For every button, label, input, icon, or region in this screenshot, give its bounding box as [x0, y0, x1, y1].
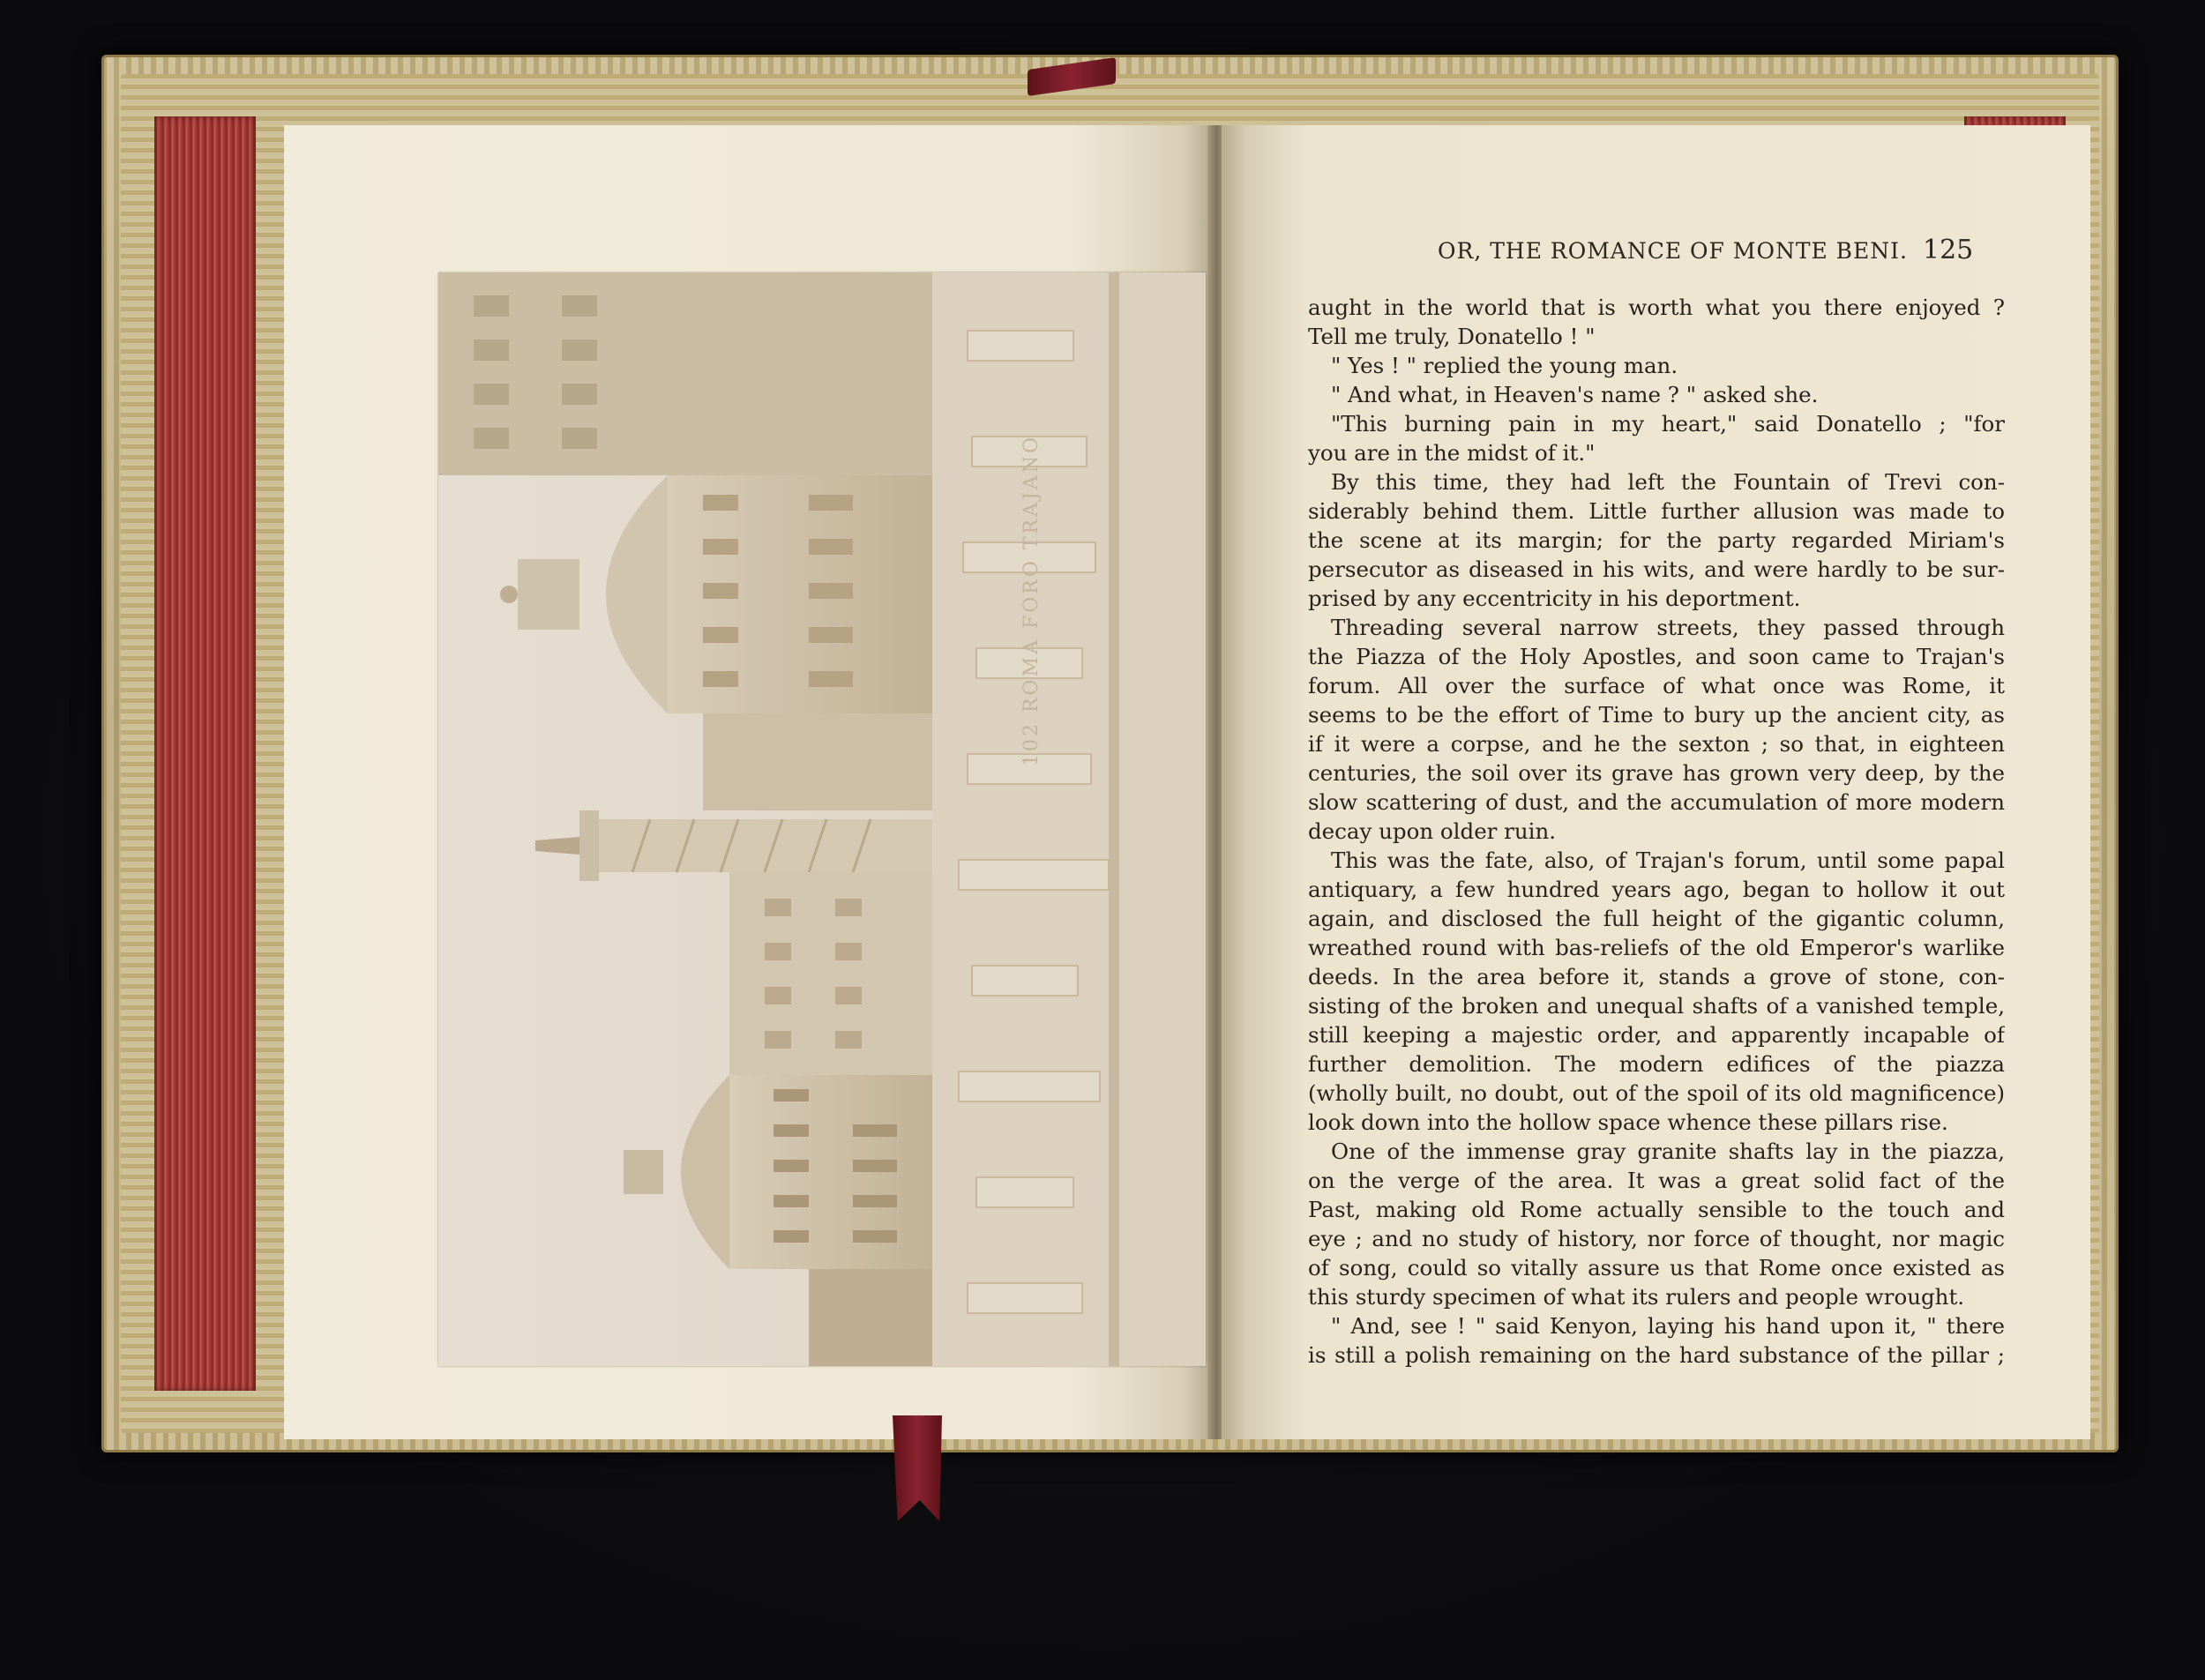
text-line: Threading several narrow streets, they passed through — [1331, 615, 2005, 640]
text-line: of song, could so vitally assure us that Rome once existed as — [1308, 1255, 2005, 1281]
photograph-image — [438, 273, 1206, 1366]
text-line: is still a polish remaining on the hard substance of the pillar ; — [1308, 1342, 2005, 1368]
text-line: further demolition. The modern edifices of the piazza — [1308, 1051, 2005, 1077]
text-line: look down into the hollow space whence these pillars rise. — [1308, 1109, 1948, 1135]
text-line: this sturdy specimen of what its rulers and people wrought. — [1308, 1284, 1965, 1310]
text-line: deeds. In the area before it, stands a grove of stone, con- — [1308, 964, 2005, 989]
text-line: This was the fate, also, of Trajan's forum, until some papal — [1331, 847, 2005, 873]
text-line: if it were a corpse, and he the sexton ; so that, in eighteen — [1308, 731, 2005, 757]
gilt-book-cover — [101, 55, 2119, 1452]
cover-border — [121, 74, 2099, 1433]
text-line: slow scattering of dust, and the accumulation of more modern — [1308, 789, 2005, 815]
right-page — [1222, 125, 2090, 1439]
bookmark-ribbon-bottom — [893, 1415, 942, 1521]
page-number: 125 — [1923, 235, 1974, 265]
text-line: seems to be the effort of Time to bury up the ancient city, as — [1308, 702, 2005, 728]
text-line: aught in the world that is worth what you there enjoyed ? — [1308, 295, 2005, 320]
text-line: on the verge of the area. It was a great solid fact of the — [1308, 1168, 2005, 1193]
forum-of-trajan-image — [438, 273, 1206, 1366]
text-line: (wholly built, no doubt, out of the spoil of its old magnificence) — [1308, 1080, 2005, 1106]
page-edges-left — [154, 116, 256, 1391]
left-page — [284, 125, 1210, 1439]
text-line: prised by any eccentricity in his deportment. — [1308, 586, 1801, 611]
text-line: "This burning pain in my heart," said Donatello ; "for — [1331, 411, 2005, 437]
text-line: the scene at its margin; for the party regarded Miriam's — [1308, 527, 2005, 553]
text-line: " And, see ! " said Kenyon, laying his hand upon it, " there — [1331, 1313, 2005, 1339]
text-line: the Piazza of the Holy Apostles, and soon came to Trajan's — [1308, 644, 2005, 669]
text-line: Tell me truly, Donatello ! " — [1308, 324, 1596, 349]
text-line: you are in the midst of it." — [1308, 440, 1596, 466]
text-line: One of the immense gray granite shafts lay in the piazza, — [1331, 1139, 2005, 1164]
text-line: centuries, the soil over its grave has grown very deep, by the — [1308, 760, 2005, 786]
page-body-text — [1308, 293, 2005, 1370]
text-line: By this time, they had left the Fountain of Trevi con- — [1331, 469, 2005, 495]
text-line: sisting of the broken and unequal shafts of a vanished temple, — [1308, 993, 2005, 1019]
text-line: persecutor as diseased in his wits, and were hardly to be sur- — [1308, 556, 2005, 582]
text-line: still keeping a majestic order, and apparently incapable of — [1308, 1022, 2005, 1048]
text-line: Past, making old Rome actually sensible to the touch and — [1308, 1197, 2005, 1222]
text-line: siderably behind them. Little further allusion was made to — [1308, 498, 2005, 524]
text-line: eye ; and no study of history, nor force of thought, nor magic — [1308, 1226, 2005, 1251]
text-line: decay upon older ruin. — [1308, 818, 1557, 844]
text-line: antiquary, a few hundred years ago, began to hollow it out — [1308, 877, 2005, 902]
photo-caption: 102 ROMA FORO TRAJANO — [1020, 434, 1043, 766]
text-line: again, and disclosed the full height of the gigantic column, — [1308, 906, 2005, 931]
running-title: OR, THE ROMANCE OF MONTE BENI. — [1438, 238, 1909, 264]
text-line: " And what, in Heaven's name ? " asked she. — [1331, 382, 1819, 407]
mounted-photograph — [438, 273, 1206, 1366]
text-line: forum. All over the surface of what once was Rome, it — [1308, 673, 2005, 698]
text-line: wreathed round with bas-reliefs of the old Emperor's warlike — [1308, 935, 2005, 960]
text-line: " Yes ! " replied the young man. — [1331, 353, 1678, 378]
